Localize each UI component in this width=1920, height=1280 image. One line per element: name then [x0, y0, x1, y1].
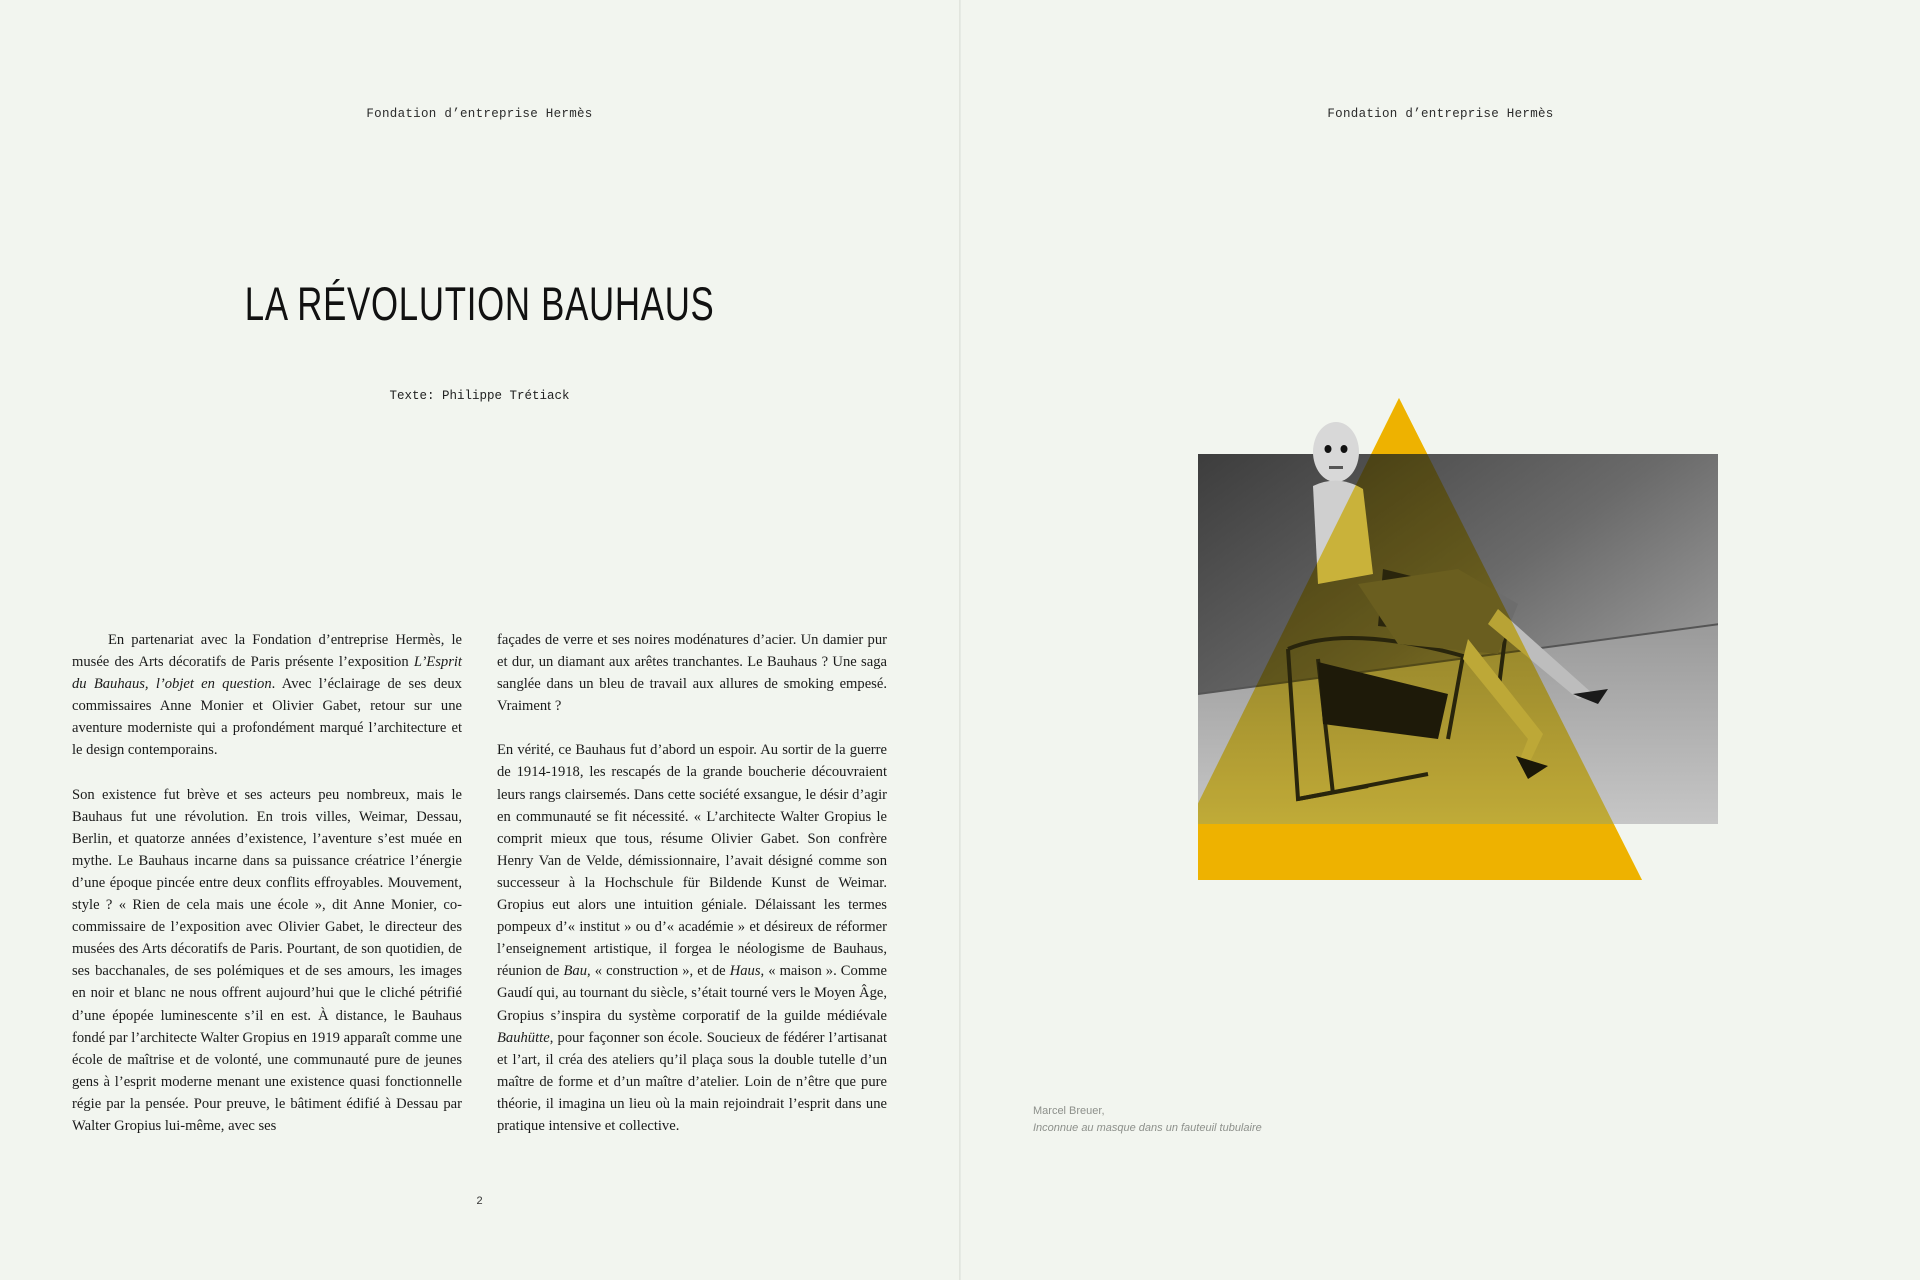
- intro-paragraph: [72, 629, 462, 762]
- body-text-segment: , pour façonner son école. Soucieux de fédérer l’artisanat et l’art, il créa des ateliers qu’il plaça sous la double tutelle d’un maître de forme et d’un maître d’atelier. Loin de n’être que pure théorie, il imagina un lieu où la main rejoindrait l’esprit dans une pratique intensive et collective.: [497, 1029, 887, 1134]
- body-paragraph: façades de verre et ses noires modénatures d’acier. Un damier pur et dur, un diamant aux arêtes tranchantes. Le Bauhaus ? Une saga sanglée dans un bleu de travail aux allures de smoking empesé. Vraiment ?: [497, 632, 887, 715]
- left-page: [0, 0, 959, 1280]
- photo-with-triangle: [1198, 394, 1718, 894]
- exhibition-title: L’Esprit du Bauhaus, l’objet en question: [72, 654, 462, 693]
- caption-artist: Marcel Breuer,: [1033, 1105, 1105, 1117]
- figure-caption: [1033, 1103, 1262, 1137]
- intro-text-a: En partenariat avec la Fondation d’entreprise Hermès, le musée des Arts décoratifs de Paris présente l’exposition: [72, 632, 462, 671]
- article-title: LA RÉVOLUTION BAUHAUS: [244, 277, 715, 330]
- text-column-2: [497, 629, 887, 1159]
- caption-work-title: Inconnue au masque dans un fauteuil tubulaire: [1033, 1122, 1262, 1134]
- body-paragraph: [497, 739, 887, 1137]
- term-bauhutte: Bauhütte: [497, 1029, 550, 1046]
- running-head-right: Fondation d’entreprise Hermès: [1327, 107, 1554, 121]
- term-bau: Bau: [563, 963, 587, 980]
- body-text-segment: , « maison ». Comme Gaudí qui, au tournant du siècle, s’était tourné vers le Moyen Âge, Gropius s’inspira du système corporatif de la guilde médiévale: [497, 963, 888, 1024]
- term-haus: Haus: [729, 963, 761, 980]
- body-text-segment: En vérité, ce Bauhaus fut d’abord un espoir. Au sortir de la guerre de 1914-1918, les rescapés de la grande boucherie découvraient leurs rangs clairsemés. Dans cette société exsangue, le désir d’agir en communauté se fit nécessité. « L’architecte Walter Gropius le comprit mieux que tous, résume Olivier Gabet. Son confrère Henry Van de Velde, démissionnaire, l’avait désigné comme son successeur à la Hochschule für Bildende Kunst de Weimar. Gropius eut alors une intuition géniale. Délaissant les termes pompeux d’« institut » ou d’« académie » et désireux de réformer l’enseignement artistique, il forgea le néologisme de Bauhaus, réunion de: [497, 742, 887, 980]
- figure: [961, 0, 1920, 1280]
- intro-text-b: . Avec l’éclairage de ses deux commissaires Anne Monier et Olivier Gabet, retour sur une aventure moderniste qui a profondément marqué l’architecture et le design contemporains.: [72, 676, 462, 759]
- right-page: [961, 0, 1920, 1280]
- running-head-left: Fondation d’entreprise Hermès: [366, 107, 593, 121]
- byline: Texte: Philippe Trétiack: [389, 389, 570, 403]
- body-text-segment: , « construction », et de: [587, 963, 730, 980]
- body-paragraph: Son existence fut brève et ses acteurs peu nombreux, mais le Bauhaus fut une révolution. En trois villes, Weimar, Dessau, Berlin, et quatorze années d’existence, l’aventure s’est muée en mythe. Le Bauhaus incarne dans sa puissance créatrice l’énergie d’une époque pincée entre deux conflits effroyables. Mouvement, style ? « Rien de cela mais une école », dit Anne Monier, co-commissaire de l’exposition avec Olivier Gabet, le directeur des musées des Arts décoratifs de Paris. Pourtant, de son quotidien, de ses bacchanales, de ses polémiques et de ses amours, les images en noir et blanc ne nous offrent aujourd’hui que le cliché pétrifié d’une épopée luminescente s’il en est. À distance, le Bauhaus fondé par l’architecte Walter Gropius en 1919 apparaît comme une école de maîtrise et de volonté, une communauté pure de jeunes gens à l’esprit moderne menant une existence quasi fonctionnelle régie par la pensée. Pour preuve, le bâtiment édifié à Dessau par Walter Gropius lui-même, avec ses: [72, 786, 462, 1134]
- masked-head: [1313, 422, 1359, 482]
- text-column-1: [72, 629, 462, 1159]
- page-number: 2: [476, 1196, 483, 1208]
